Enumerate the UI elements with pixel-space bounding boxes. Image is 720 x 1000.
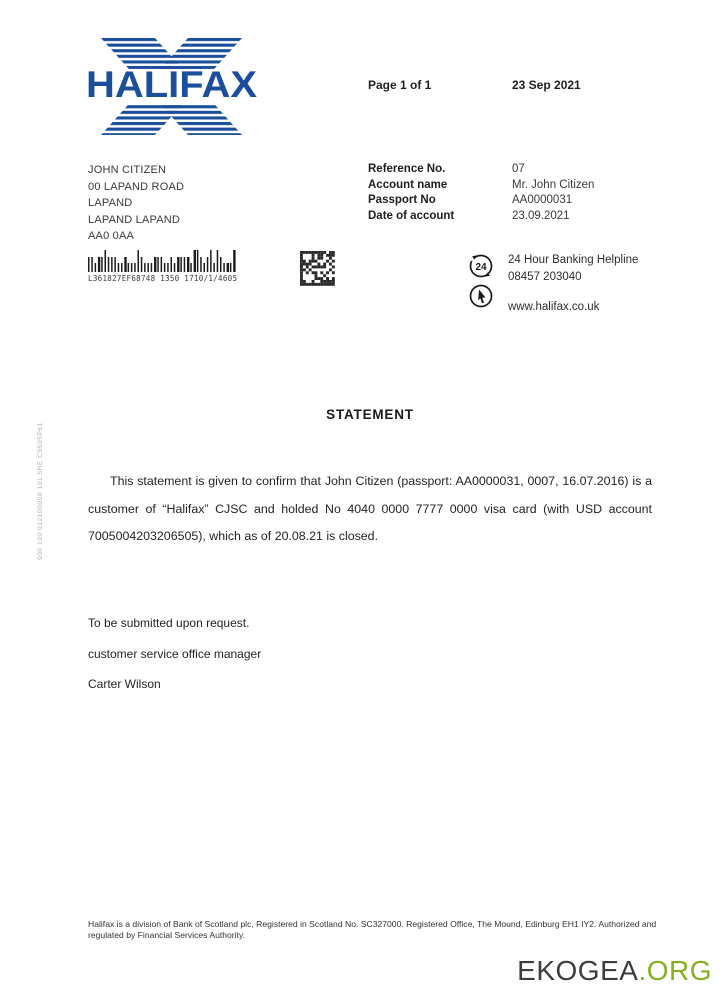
recipient-name: JOHN CITIZEN [88, 164, 167, 176]
datamatrix-cells [299, 250, 336, 287]
page-number-label: Page 1 of 1 [368, 78, 432, 92]
label-account-name: Account name [368, 178, 448, 191]
halifax-x-emblem [85, 38, 258, 135]
account-info-labels [368, 162, 454, 224]
recipient-postcode: AA0 0AA [88, 230, 135, 242]
watermark-name: EKOGEA [517, 955, 639, 986]
recipient-street: 00 LAPAND ROAD [88, 180, 185, 193]
halifax-wordmark: HALIFAX [86, 64, 258, 105]
recipient-address [88, 162, 184, 245]
value-reference-no: 07 [512, 163, 525, 175]
website-url: www.halifax.co.uk [508, 301, 600, 313]
statement-date: 23 Sep 2021 [512, 78, 581, 92]
label-date-of-account: Date of account [368, 209, 455, 222]
value-account-name: Mr. John Citizen [512, 178, 595, 191]
helpline-phone: 08457 203040 [508, 271, 582, 283]
barcode-code: L361827EF68748 1350 1710/1/4605 [88, 274, 238, 283]
svg-text:24: 24 [475, 262, 487, 273]
statement-body: This statement is given to confirm that John Citizen (passport: AA0000031, 0007, 16.07.2016) is a customer of “Halifax” CJSC and holded No 4040 0000 7777 0000 visa card (with USD account 7005004203206505), which as of 20.08.21 is closed. [88, 474, 652, 543]
halifax-logo [85, 38, 258, 135]
footer-legal-text: Halifax is a division of Bank of Scotland plc, Registered in Scotland No. SC327000. Registered Office, The Mound, Edinburg EH1 IY2. Authorized and regulated by Financial Services Authority. [88, 919, 657, 940]
recipient-city: LAPAND [88, 197, 133, 209]
submission-note: To be submitted upon request. [88, 616, 250, 630]
side-reference-code: 900 100 012100000 101 5RE C9505P61 [37, 422, 44, 560]
barcode-bars [88, 249, 238, 275]
helpline-block [508, 252, 638, 286]
signoff-name: Carter Wilson [88, 677, 161, 691]
datamatrix-code [299, 250, 336, 287]
helpline-title: 24 Hour Banking Helpline [508, 254, 639, 266]
value-passport-no: AA0000031 [512, 194, 573, 206]
statement-heading: STATEMENT [326, 407, 414, 422]
label-passport-no: Passport No [368, 194, 436, 206]
signoff-role: customer service office manager [88, 647, 262, 661]
watermark-logo [517, 955, 712, 987]
value-date-of-account: 23.09.2021 [512, 209, 570, 222]
watermark-tld: .ORG [638, 955, 712, 986]
24-hour-icon [468, 253, 494, 279]
recipient-region: LAPAND LAPAND [88, 213, 181, 226]
label-reference-no: Reference No. [368, 163, 446, 175]
online-pointer-icon [468, 283, 494, 309]
account-info-values [512, 162, 594, 224]
barcode [88, 249, 238, 275]
